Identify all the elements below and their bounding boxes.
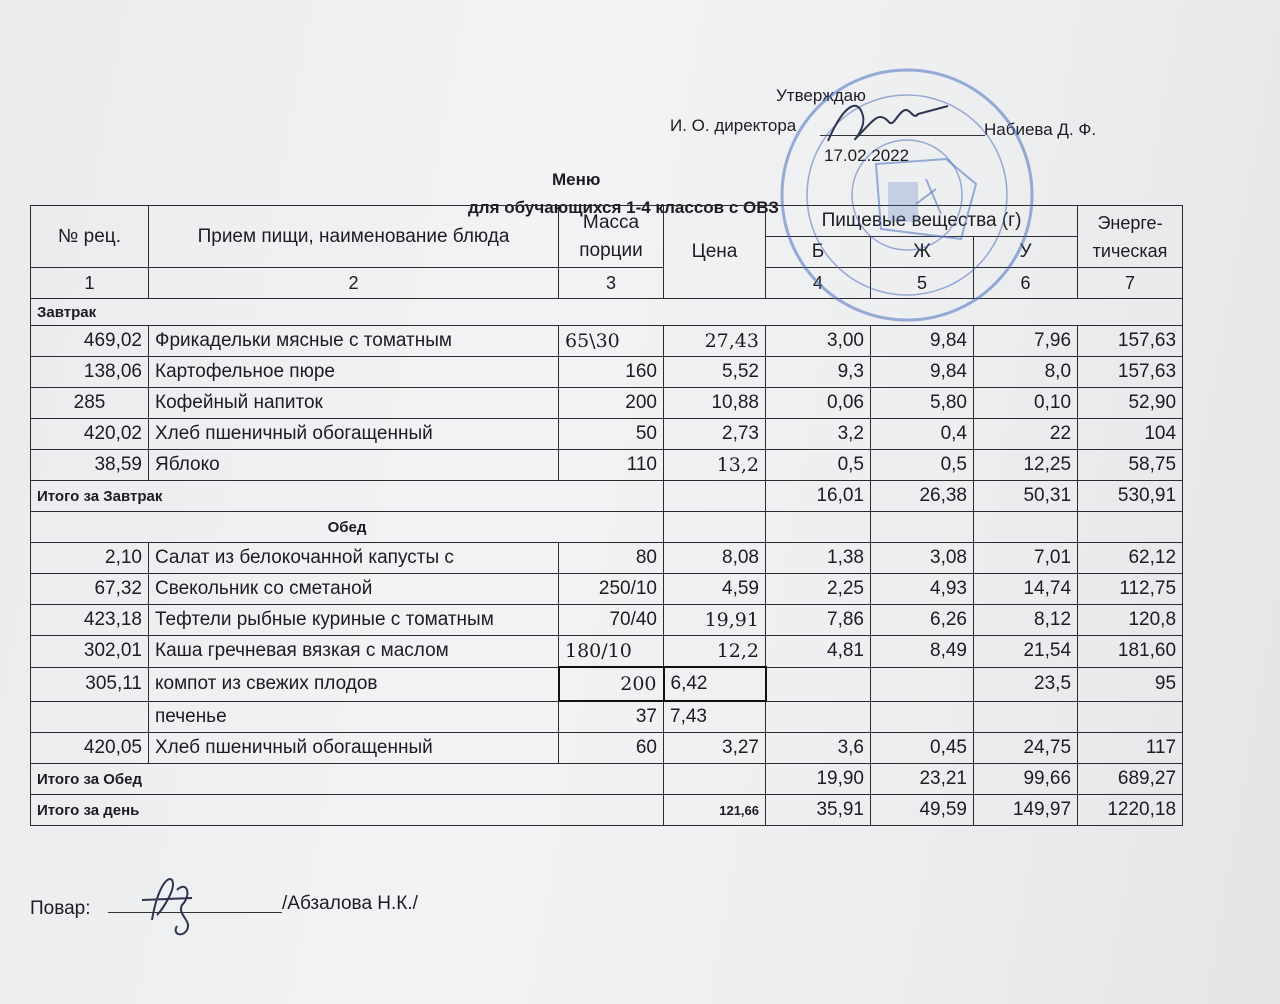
table-row: [31, 667, 1183, 701]
cell-energy: 530,91: [1078, 481, 1183, 512]
approval-name: Набиева Д. Ф.: [984, 120, 1097, 139]
table-row: [31, 357, 1183, 388]
cell-energy: 181,60: [1078, 636, 1183, 668]
cell-rec: 305,11: [31, 667, 149, 701]
total-breakfast-label: Итого за Завтрак: [31, 481, 664, 512]
cell-u: 50,31: [974, 481, 1078, 512]
table-row: [31, 388, 1183, 419]
cell-rec: 67,32: [31, 574, 149, 605]
cell-dish: Салат из белокочанной капусты с: [149, 543, 559, 574]
cell-price: [664, 764, 766, 795]
cell-price: 4,59: [664, 574, 766, 605]
section-lunch: Обед: [31, 512, 664, 543]
cell-zh: 3,08: [871, 543, 974, 574]
cell-energy: 157,63: [1078, 326, 1183, 357]
empty-cell: [871, 512, 974, 543]
cell-energy: 112,75: [1078, 574, 1183, 605]
cell-u: 8,0: [974, 357, 1078, 388]
cell-mass: 37: [559, 701, 664, 733]
cell-zh: 6,26: [871, 605, 974, 636]
table-row: [31, 419, 1183, 450]
cell-mass: 200: [559, 667, 664, 701]
cell-zh: 9,84: [871, 326, 974, 357]
cell-energy: 157,63: [1078, 357, 1183, 388]
cell-b: 3,2: [766, 419, 871, 450]
table-row-total: [31, 795, 1183, 826]
header-num-5: 5: [871, 268, 974, 299]
cell-rec: 469,02: [31, 326, 149, 357]
approval-position: И. О. директора: [670, 116, 797, 135]
cell-zh: 26,38: [871, 481, 974, 512]
cell-price: 27,43: [664, 326, 766, 357]
cell-mass: 60: [559, 733, 664, 764]
cell-price: 7,43: [664, 701, 766, 733]
cell-zh: [871, 701, 974, 733]
cell-rec: 138,06: [31, 357, 149, 388]
cell-u: 7,96: [974, 326, 1078, 357]
cell-u: 149,97: [974, 795, 1078, 826]
cell-mass: 180/10: [559, 636, 664, 668]
table-row: [31, 450, 1183, 481]
cell-b: 7,86: [766, 605, 871, 636]
cell-dish: Хлеб пшеничный обогащенный: [149, 733, 559, 764]
cell-mass: 50: [559, 419, 664, 450]
table-row: [31, 326, 1183, 357]
cell-b: [766, 667, 871, 701]
cell-zh: 0,4: [871, 419, 974, 450]
cell-price: 19,91: [664, 605, 766, 636]
cell-energy: 117: [1078, 733, 1183, 764]
table-row: [31, 574, 1183, 605]
cell-zh: 8,49: [871, 636, 974, 668]
cell-u: 23,5: [974, 667, 1078, 701]
cell-zh: 0,45: [871, 733, 974, 764]
header-num-6: 6: [974, 268, 1078, 299]
cell-b: 19,90: [766, 764, 871, 795]
cell-energy: 1220,18: [1078, 795, 1183, 826]
cell-b: 35,91: [766, 795, 871, 826]
cell-dish: Хлеб пшеничный обогащенный: [149, 419, 559, 450]
cell-mass: 160: [559, 357, 664, 388]
header-zh: Ж: [871, 237, 974, 268]
cell-u: [974, 701, 1078, 733]
document-subtitle: для обучающихся 1-4 классов с ОВЗ: [468, 198, 779, 217]
header-mass: Масса порции: [559, 206, 664, 268]
table-row-total: [31, 481, 1183, 512]
director-signature-icon: [818, 86, 968, 166]
cell-price: 6,42: [664, 667, 766, 701]
cell-price: 13,2: [664, 450, 766, 481]
document-title: Меню: [552, 170, 601, 189]
header-num-3: 3: [559, 268, 664, 299]
header-dish: Прием пищи, наименование блюда: [149, 206, 559, 268]
cell-u: 8,12: [974, 605, 1078, 636]
cell-b: 2,25: [766, 574, 871, 605]
cell-mass: 250/10: [559, 574, 664, 605]
cell-u: 99,66: [974, 764, 1078, 795]
cell-zh: 23,21: [871, 764, 974, 795]
cell-u: 21,54: [974, 636, 1078, 668]
cell-b: 3,6: [766, 733, 871, 764]
cell-u: 0,10: [974, 388, 1078, 419]
approval-date: 17.02.2022: [824, 146, 910, 165]
header-price: Цена: [664, 206, 766, 299]
cell-rec: 423,18: [31, 605, 149, 636]
cell-price: 12,2: [664, 636, 766, 668]
cell-rec: [31, 701, 149, 733]
cell-b: 4,81: [766, 636, 871, 668]
cell-energy: 689,27: [1078, 764, 1183, 795]
empty-cell: [1078, 512, 1183, 543]
cell-mass: 80: [559, 543, 664, 574]
cell-u: 7,01: [974, 543, 1078, 574]
cell-u: 24,75: [974, 733, 1078, 764]
cook-name: /Абзалова Н.К./: [282, 893, 418, 914]
cell-dish: печенье: [149, 701, 559, 733]
cell-energy: 62,12: [1078, 543, 1183, 574]
cell-dish: компот из свежих плодов: [149, 667, 559, 701]
cell-u: 12,25: [974, 450, 1078, 481]
cell-dish: Яблоко: [149, 450, 559, 481]
table-row: [31, 605, 1183, 636]
cell-dish: Картофельное пюре: [149, 357, 559, 388]
cell-mass: 65\30: [559, 326, 664, 357]
cell-b: 1,38: [766, 543, 871, 574]
header-num-4: 4: [766, 268, 871, 299]
cell-dish: Фрикадельки мясные с томатным: [149, 326, 559, 357]
cell-u: 14,74: [974, 574, 1078, 605]
cell-b: 3,00: [766, 326, 871, 357]
cell-dish: Свекольник со сметаной: [149, 574, 559, 605]
table-row: [31, 733, 1183, 764]
cell-dish: Тефтели рыбные куриные с томатным: [149, 605, 559, 636]
cell-rec: 302,01: [31, 636, 149, 668]
table-row: [31, 701, 1183, 733]
total-day-label: Итого за день: [31, 795, 664, 826]
cell-rec: 2,10: [31, 543, 149, 574]
cell-b: 9,3: [766, 357, 871, 388]
cell-zh: 5,80: [871, 388, 974, 419]
empty-cell: [766, 512, 871, 543]
cell-zh: 0,5: [871, 450, 974, 481]
cell-mass: 110: [559, 450, 664, 481]
total-lunch-label: Итого за Обед: [31, 764, 664, 795]
cell-rec: 420,02: [31, 419, 149, 450]
cell-mass: 70/40: [559, 605, 664, 636]
cell-mass: 200: [559, 388, 664, 419]
header-energy: Энерге-тическая: [1078, 206, 1183, 268]
cell-price: 121,66: [664, 795, 766, 826]
cell-rec: 285: [31, 388, 149, 419]
header-u: У: [974, 237, 1078, 268]
cell-price: 8,08: [664, 543, 766, 574]
cell-price: 10,88: [664, 388, 766, 419]
cell-rec: 420,05: [31, 733, 149, 764]
cell-u: 22: [974, 419, 1078, 450]
cell-dish: Кофейный напиток: [149, 388, 559, 419]
cell-b: [766, 701, 871, 733]
cell-zh: 4,93: [871, 574, 974, 605]
cell-energy: 58,75: [1078, 450, 1183, 481]
header-num-2: 2: [149, 268, 559, 299]
cell-price: 3,27: [664, 733, 766, 764]
header-nutrients: Пищевые вещества (г): [766, 206, 1078, 237]
table-row: [31, 543, 1183, 574]
cook-signature-icon: [122, 860, 212, 940]
cell-b: 0,5: [766, 450, 871, 481]
header-num-7: 7: [1078, 268, 1183, 299]
cell-rec: 38,59: [31, 450, 149, 481]
cell-energy: 104: [1078, 419, 1183, 450]
header-b: Б: [766, 237, 871, 268]
cell-price: 5,52: [664, 357, 766, 388]
cell-price: [664, 481, 766, 512]
empty-cell: [664, 512, 766, 543]
table-row-total: [31, 764, 1183, 795]
header-num-1: 1: [31, 268, 149, 299]
table-row: [31, 636, 1183, 668]
approval-heading: Утверждаю: [776, 86, 866, 105]
cell-b: 16,01: [766, 481, 871, 512]
section-breakfast: Завтрак: [31, 299, 1183, 326]
cell-dish: Каша гречневая вязкая с маслом: [149, 636, 559, 668]
cell-energy: 95: [1078, 667, 1183, 701]
cell-energy: 120,8: [1078, 605, 1183, 636]
cook-label: Повар:: [30, 898, 91, 919]
cell-price: 2,73: [664, 419, 766, 450]
cell-energy: [1078, 701, 1183, 733]
cell-zh: [871, 667, 974, 701]
cell-zh: 49,59: [871, 795, 974, 826]
empty-cell: [974, 512, 1078, 543]
cell-zh: 9,84: [871, 357, 974, 388]
cell-b: 0,06: [766, 388, 871, 419]
header-rec: № рец.: [31, 206, 149, 268]
cell-energy: 52,90: [1078, 388, 1183, 419]
